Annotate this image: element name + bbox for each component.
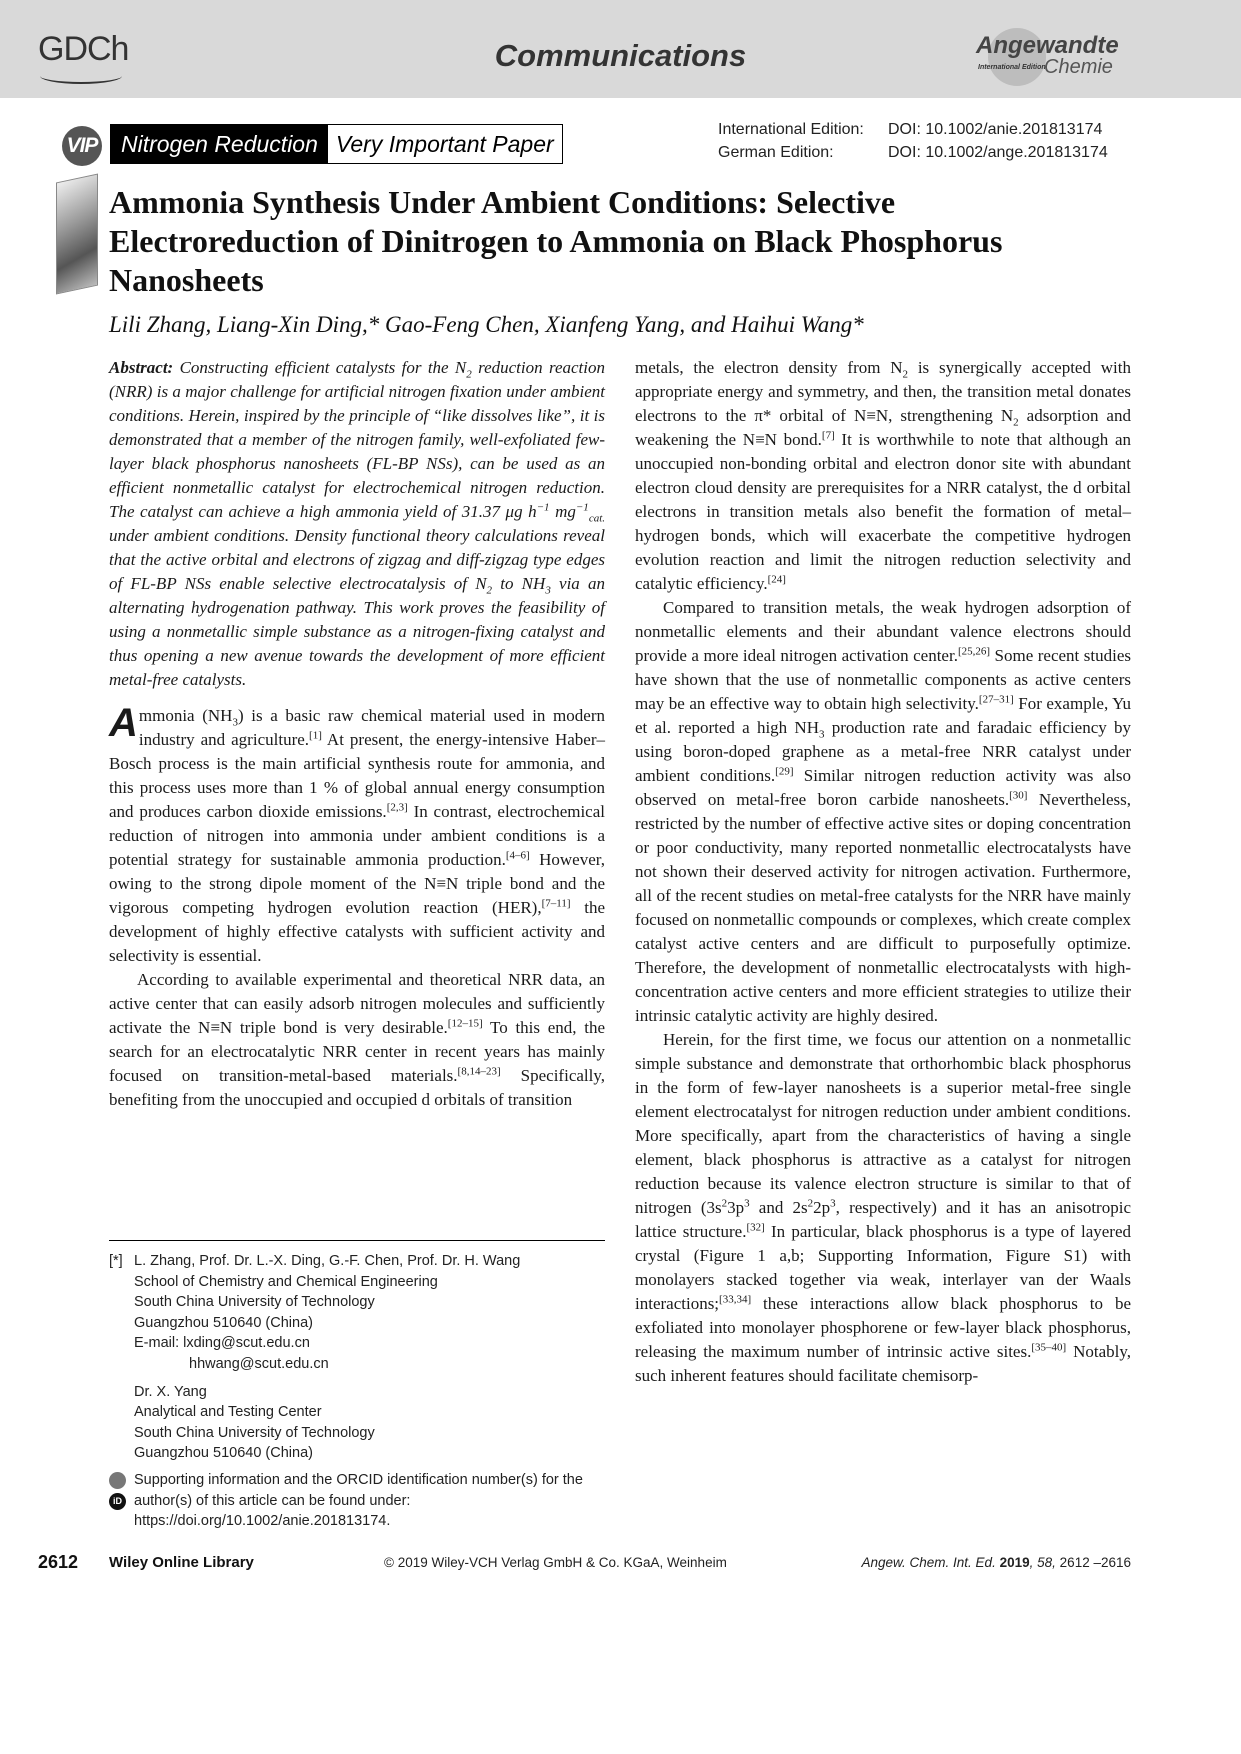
author-footnote xyxy=(109,1251,609,1532)
left-column xyxy=(109,356,605,1112)
article-tags xyxy=(110,124,563,164)
abstract-text: via an alternating hydrogenation pathway. This work proves the feasibility of using a nonmetallic simple substance as a nitrogen-fixing catalyst and thus opening a new avenue towards the development of more efficient metal-free catalysts. xyxy=(109,574,605,689)
body-text: Specifically, benefiting from the unoccupied and occupied d orbitals of transition xyxy=(109,1066,605,1109)
body-text: , respectively) and it has an anisotropic lattice structure. xyxy=(635,1198,1131,1241)
footnote-email[interactable]: E-mail: lxding@scut.edu.cn xyxy=(134,1335,310,1352)
footnote-line: L. Zhang, Prof. Dr. L.-X. Ding, G.-F. Chen, Prof. Dr. H. Wang xyxy=(134,1253,521,1269)
body-sup: 2 xyxy=(721,1197,728,1210)
cite-volume: , 58, xyxy=(1029,1555,1056,1570)
body-sub: 2 xyxy=(1013,416,1019,429)
page-number: 2612 xyxy=(38,1552,79,1572)
dropcap: A xyxy=(109,701,138,745)
supporting-info-icon xyxy=(109,1472,126,1489)
doi-german-label: German Edition: xyxy=(718,144,834,161)
body-text: According to available experimental and theoretical NRR data, an active center that can easily adsorb nitrogen molecules and sufficiently activate the N≡N triple bond is very desirable. xyxy=(109,970,605,1037)
citation-line xyxy=(862,1555,1132,1570)
body-paragraph-4 xyxy=(635,596,1131,1028)
supporting-info-text[interactable]: Supporting information and the ORCID identification number(s) for the author(s) of this article can be found under: https://doi.org/10.1002/anie.201813174. xyxy=(134,1471,583,1530)
abstract-text: to NH xyxy=(492,574,546,593)
body-text: adsorption and weakening the N≡N bond. xyxy=(635,406,1131,449)
body-text: Notably, such inherent features should facilitate chemisorp- xyxy=(635,1342,1131,1385)
body-text: Nevertheless, restricted by the number of effective active sites or doping concentration or poor conductivity, many reported nonmetallic electrocatalysts have not shown their deserved activity for nitrogen activation. Furthermore, all of the recent studies on metal-free catalysts for the NRR have mainly focused on nonmetallic compounds or complexes, which create complex catalyst active centers and are difficult to purposefully optimize. Therefore, the development of nonmetallic electrocatalysts with high-concentration active centers and more efficient strategies to utilize their intrinsic catalytic activity are highly desired. xyxy=(635,790,1131,1025)
subject-tag: Nitrogen Reduction xyxy=(111,125,328,163)
body-text: 3p xyxy=(727,1198,745,1217)
abstract-sub: 3 xyxy=(545,584,551,597)
citation-ref[interactable]: [29] xyxy=(775,765,794,778)
body-paragraph-3 xyxy=(635,356,1131,596)
body-text: 2p xyxy=(813,1198,831,1217)
body-text: production rate and faradaic efficiency by using boron-doped graphene as a metal-free NRR catalyst under ambient conditions. xyxy=(635,718,1132,785)
vip-badge-icon: VIP xyxy=(62,126,102,166)
body-text: and 2s xyxy=(749,1198,808,1217)
footnote-line: South China University of Technology xyxy=(134,1294,375,1311)
abstract-text: Constructing efficient catalysts for the N xyxy=(179,358,467,377)
abstract-label: Abstract: xyxy=(109,358,174,377)
abstract-text: under ambient conditions. Density functional theory calculations reveal that the active orbital and electrons of zigzag and diff-zigzag type edges of FL-BP NSs enable selective electrocatalysis of N xyxy=(109,526,605,593)
body-sup: 3 xyxy=(744,1197,750,1210)
angewandte-logo xyxy=(960,26,1119,86)
abstract-text: mg xyxy=(549,502,576,521)
body-text: However, owing to the strong dipole moment of the N≡N triple bond and the vigorous competing hydrogen evolution reaction (HER), xyxy=(109,850,606,917)
citation-ref[interactable]: [32] xyxy=(746,1221,765,1234)
body-text: In particular, black phosphorus is a type of layered crystal (Figure 1 a,b; Supporting Information, Figure S1) with monolayers stacked together via weak, interlayer van der Waals interactions; xyxy=(635,1222,1131,1313)
footnote-line: Guangzhou 510640 (China) xyxy=(134,1314,313,1331)
footnote-affiliations xyxy=(134,1251,609,1464)
footnote-line: Analytical and Testing Center xyxy=(134,1404,322,1421)
footnote-line: Guangzhou 510640 (China) xyxy=(134,1445,313,1462)
supporting-info xyxy=(109,1470,609,1532)
footnote-line: South China University of Technology xyxy=(134,1424,375,1441)
right-column xyxy=(635,356,1131,1388)
body-text: In contrast, electrochemical reduction of nitrogen into ammonia under ambient conditions is a potential strategy for sustainable ammonia production. xyxy=(109,802,605,869)
citation-ref[interactable]: [27–31] xyxy=(978,693,1014,706)
footnote-line: Dr. X. Yang xyxy=(134,1383,207,1400)
angewandte-logo-chemie: Chemie xyxy=(1044,56,1113,78)
cite-pages: 2612 –2616 xyxy=(1055,1555,1131,1570)
footnote-email[interactable]: hhwang@scut.edu.cn xyxy=(189,1355,329,1372)
citation-ref[interactable]: [35–40] xyxy=(1031,1341,1067,1354)
body-text: metals, the electron density from N xyxy=(635,358,903,377)
body-paragraph-5 xyxy=(635,1028,1131,1388)
citation-ref[interactable]: [30] xyxy=(1009,789,1028,802)
wiley-online-library-link[interactable]: Wiley Online Library xyxy=(109,1554,254,1571)
citation-ref[interactable]: [7] xyxy=(821,429,835,442)
orcid-icon: iD xyxy=(109,1493,126,1510)
abstract-sub: 2 xyxy=(466,368,472,381)
copyright: © 2019 Wiley-VCH Verlag GmbH & Co. KGaA, Weinheim xyxy=(384,1555,727,1570)
abstract-sup: −1 xyxy=(536,501,550,514)
citation-ref[interactable]: [12–15] xyxy=(447,1017,483,1030)
citation-ref[interactable]: [25,26] xyxy=(957,645,991,658)
citation-ref[interactable]: [7–11] xyxy=(541,897,571,910)
body-sup: 3 xyxy=(830,1197,836,1210)
section-title: Communications xyxy=(494,38,747,73)
cover-thumbnail-image xyxy=(56,174,98,295)
body-sub: 3 xyxy=(232,716,238,729)
body-paragraph-2 xyxy=(109,968,605,1112)
footnote-gap xyxy=(134,1375,609,1382)
citation-ref[interactable]: [4–6] xyxy=(505,849,530,862)
vip-tag: Very Important Paper xyxy=(335,131,554,157)
abstract-text: reduction reaction (NRR) is a major challenge for artificial nitrogen fixation under ambient conditions. Herein, inspired by the principle of “like dissolves like”, it is demonstrated that a member of the nitrogen family, well-exfoliated few-layer black phosphorus nanosheets (FL-BP NSs), can be used as an efficient nonmetallic catalyst for electrochemical nitrogen reduction. The catalyst can achieve a high ammonia yield of 31.37 μg h xyxy=(109,358,605,521)
body-text: Compared to transition metals, the weak hydrogen adsorption of nonmetallic elements and their abundant valence electrons should provide a more ideal nitrogen activation center. xyxy=(635,598,1131,665)
footnote-line: School of Chemistry and Chemical Engineering xyxy=(134,1273,438,1290)
body-text: To this end, the search for an electrocatalytic NRR center in recent years has mainly focused on transition-metal-based materials. xyxy=(109,1018,605,1085)
abstract xyxy=(109,356,605,692)
doi-german-value[interactable]: DOI: 10.1002/ange.201813174 xyxy=(888,144,1108,161)
cover-thumbnail-icon xyxy=(56,178,104,298)
cite-year: 2019 xyxy=(999,1555,1030,1570)
doi-block xyxy=(718,118,1108,164)
journal-header xyxy=(0,0,1241,98)
footnote-rule xyxy=(109,1240,605,1241)
body-text: is synergically accepted with appropriate energy and symmetry, and then, the transition metal donates electrons to the π* orbital of N≡N, strengthening N xyxy=(635,358,1131,425)
body-text: For example, Yu et al. reported a high NH xyxy=(635,694,1131,737)
body-sub: 2 xyxy=(902,368,909,381)
body-text: Some recent studies have shown that the use of nonmetallic components as active centers may be an effective way to obtain high selectivity. xyxy=(635,646,1131,713)
body-paragraph-1 xyxy=(109,701,606,968)
abstract-sup: −1 xyxy=(575,501,589,514)
abstract-sub: 2 xyxy=(486,584,493,597)
page-footer xyxy=(0,1552,1241,1578)
body-text: mmonia (NH xyxy=(138,706,233,725)
cite-journal: Angew. Chem. Int. Ed. xyxy=(861,1555,996,1570)
body-text: Herein, for the first time, we focus our attention on a nonmetallic simple substance and demonstrate that orthorhombic black phosphorus in the form of few-layer nanosheets is a superior metal-free single element electrocatalyst for nitrogen reduction under ambient conditions. More specifically, apart from the characteristics of having a single element, black phosphorus is attractive as a catalyst for nitrogen reduction because its valence electron structure is similar to that of nitrogen (3s xyxy=(635,1030,1131,1217)
body-text: these interactions allow black phosphorus to be exfoliated into monolayer phosphorene or few-layer black phosphorus, releasing the maximum number of intrinsic active sites. xyxy=(635,1294,1131,1361)
gdch-logo: GDCh xyxy=(38,30,129,68)
body-text: ) is a basic raw chemical material used in modern industry and agriculture. xyxy=(138,706,605,749)
body-sup: 2 xyxy=(807,1197,814,1210)
citation-ref[interactable]: [24] xyxy=(767,573,786,586)
citation-ref[interactable]: [2,3] xyxy=(386,801,408,814)
body-text: Similar nitrogen reduction activity was also observed on metal-free boron carbide nanosheets. xyxy=(635,766,1132,809)
citation-ref[interactable]: [1] xyxy=(309,729,322,742)
angewandte-logo-title: Angewandte xyxy=(976,32,1119,59)
body-text: It is worthwhile to note that although an unoccupied non-bonding orbital and electron donor site with abundant electron cloud density are prerequisites for a NRR catalyst, the d orbital electrons in transition metals also benefit the formation of metal–hydrogen bonds, which will exacerbate the competitive hydrogen evolution reaction and limit the nitrogen reduction selectivity and catalytic efficiency. xyxy=(635,430,1131,593)
article-authors: Lili Zhang, Liang-Xin Ding,* Gao-Feng Chen, Xianfeng Yang, and Haihui Wang* xyxy=(109,312,864,337)
footnote-mark: [*] xyxy=(109,1253,123,1269)
abstract-sub: cat. xyxy=(588,512,606,525)
body-sub: 3 xyxy=(818,728,825,741)
doi-intl-value[interactable]: DOI: 10.1002/anie.201813174 xyxy=(888,121,1103,138)
body-text: At present, the energy-intensive Haber–Bosch process is the main artificial synthesis route for ammonia, and this process uses more than 1 % of global annual energy consumption and produces carbon dioxide emissions. xyxy=(109,730,605,821)
body-text: the development of highly effective catalysts with sufficient activity and selectivity is essential. xyxy=(109,898,606,965)
citation-ref[interactable]: [33,34] xyxy=(719,1293,752,1306)
angewandte-logo-edition: International Edition xyxy=(978,64,1046,71)
doi-intl-label: International Edition: xyxy=(718,121,864,138)
citation-ref[interactable]: [8,14–23] xyxy=(457,1065,501,1078)
article-title: Ammonia Synthesis Under Ambient Conditions: Selective Electroreduction of Dinitrogen to Ammonia on Black Phosphorus Nanosheets xyxy=(109,184,1003,298)
